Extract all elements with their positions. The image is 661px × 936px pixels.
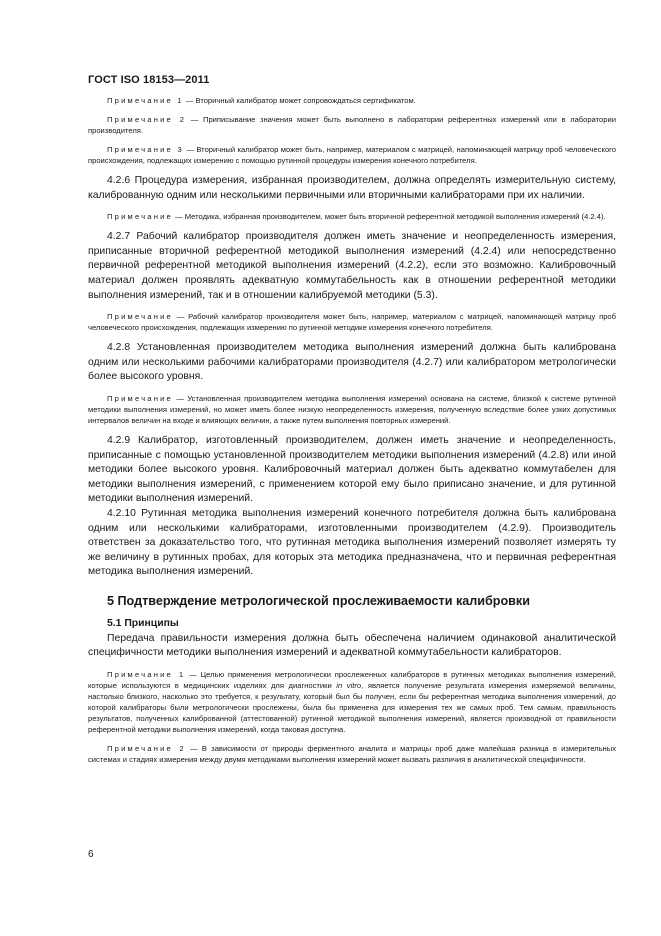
note-text: — Приписывание значения может быть выполнено в лаборатории референтных измерений или в лаборатории производителя. [88,115,616,135]
note-text: — Методика, избранная производителем, может быть вторичной референтной методикой выполнения измерений (4.2.4). [172,212,606,222]
note-5-1-1 [88,669,616,735]
note-label: Примечание 1 [107,96,184,105]
page-content [88,95,616,773]
subsection-5-1-heading: 5.1 Принципы [107,617,179,629]
note-text: — Установленная производителем методика выполнения измерений основана на системе, близкой к системе рутинной методики выполнения измерений, но может иметь более низкую неопределенность измерения, полученную вследствие более узких допустимых интервалов величин на входе и влияющих величин, а также путем выполнения повторных измерений. [88,393,616,425]
paragraph-4-2-6: 4.2.6 Процедура измерения, избранная производителем, должна определять измерительную систему, калиброванную одним или несколькими первичными или вторичными калибраторами при их наличии. [88,175,616,201]
note-text: — Целью применения метрологически прослеженных калибраторов в рутинных методиках выполнения измерений, которые используются в медицинских изделиях для диагностики [88,670,616,691]
section-5-heading: 5 Подтверждение метрологической прослеживаемости калибровки [107,593,530,608]
note-text: — В зависимости от природы ферментного аналита и матрицы проб даже малейшая разница в измерительных системах и стадиях измерения между двумя методиками выполнения измерений может вызвать различия в аналитической специфичности. [88,744,617,765]
note-4-2-7 [88,311,616,333]
note-2 [88,114,616,136]
note-text: , является получение результата измерения измеряемой величины, настолько близкого, насколько это требуется, к результату, который был бы получен, если бы референтная методика выполнения измерений, до которой калибраторы были метрологически прослежены, была бы применена для измерения тех же самых проб. Тем самым, правильность результатов, полученных калиброванной (аттестованной) рутинной методикой выполнения измерений, является производной от правильности референтной методики выполнения измерений, когда таковая доступна. [88,681,616,735]
note-5-1-2 [88,743,616,765]
note-text: — Вторичный калибратор может сопровождаться сертификатом. [183,96,416,105]
note-label: Примечание 3 [107,145,184,154]
paragraph-4-2-7: 4.2.7 Рабочий калибратор производителя должен иметь значение и неопределенность измерения, приписанные вторичной референтной методикой выполнения измерений (4.2.4) или непосредственно первичной референтной методикой выполнения измерений (4.2.2), если это возможно. Калибровочный материал должен проявлять адекватную коммутабельность как в отношении референтной методики выполнения измерений, так и в отношении калибруемой методики (5.3). [88,231,616,301]
paragraph-4-2-9: 4.2.9 Калибратор, изготовленный производителем, должен иметь значение и неопределенность, приписанные с помощью установленной производителем методики выполнения измерений (4.2.8) или иной методики более высокого уровня. Калибровочный материал должен быть адекватно коммутабелен для методики выполнения измерений, с применением которой ему было приписано значение, и для рутинной методики выполнения измерений. [88,434,616,505]
paragraph-4-2-8: 4.2.8 Установленная производителем методика выполнения измерений должна быть калибрована одним или несколькими рабочими калибраторами производителя (4.2.7) или калибратором метрологически более высокого уровня. [88,342,616,383]
paragraph-5-1: Передача правильности измерения должна быть обеспечена наличием одинаковой аналитической специфичности методики выполнения измерений и адекватной коммутабельности калибраторов. [88,632,616,659]
note-label: Примечание [107,212,173,222]
page-number: 6 [88,849,94,860]
note-label: Примечание 1 [107,670,186,680]
note-4-2-8 [88,393,616,426]
note-label: Примечание 2 [107,744,186,754]
note-italic-term: in vitro [336,681,362,691]
paragraph-4-2-10: 4.2.10 Рутинная методика выполнения измерений конечного потребителя должна быть калибрована одним или несколькими калибраторами, изготовленными производителем (4.2.9). Производитель ответствен за доказательство того, что рутинная методика выполнения измерений позволяет измерять ту же величину в рутинных пробах, для которых эта методика предназначена, что и первичная референтная методика выполнения измерений. [88,507,616,578]
note-label: Примечание 2 [107,115,187,124]
note-text: — Рабочий калибратор производителя может быть, например, материалом с матрицей, напоминающей матрицу проб человеческого происхождения, подлежащих измерению по рутинной методике измерения конечного потребителя. [88,312,616,333]
note-label: Примечание [107,393,173,403]
note-1 [88,95,616,106]
note-4-2-6 [88,211,616,222]
document-header: ГОСТ ISO 18153—2011 [88,74,210,86]
note-text: — Вторичный калибратор может быть, например, материалом с матрицей, напоминающей матрицу проб человеческого происхождения, подлежащих измерению с помощью рутинной процедуры измерения конечного потребителя. [88,145,617,165]
note-label: Примечание [107,312,173,322]
note-3 [88,144,616,166]
